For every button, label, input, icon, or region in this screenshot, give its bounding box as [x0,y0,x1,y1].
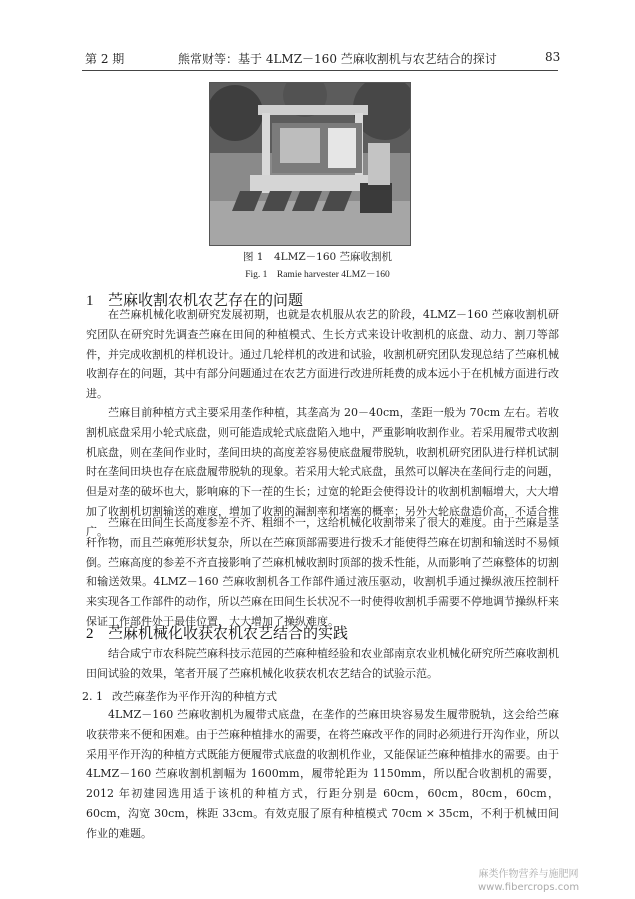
section-2-paragraph-1: 结合咸宁市农科院苎麻科技示范园的苎麻种植经验和农业部南京农业机械化研究所苎麻收割机田间试验的效果，笔者开展了苎麻机械化收获农机农艺结合的试验示范。 [86,647,559,680]
figure-caption-en: Fig. 1 Ramie harvester 4LMZ－160 [245,270,390,280]
subsection-2-1-heading [82,688,277,704]
section-1-paragraph-3: 苎麻在田间生长高度参差不齐、粗细不一，这给机械化收割带来了很大的难度。由于苎麻是茎秆作物，而且苎麻蔸形状复杂，所以在苎麻顶部需要进行拨禾才能使得苎麻在切割和输送时不易倾倒。苎麻高度的参差不齐直接影响了苎麻机械收割时顶部的拨禾性能，从而影响了苎麻整体的切割和输送效果。4LMZ－160 苎麻收割机各工作部件通过液压驱动，收割机手通过操纵液压控制杆来实现各工作部件的动作，所以苎麻在田间生长状况不一时使得收割机手需要不停地调节操纵杆来保证工作部件处于最佳位置，大大增加了操纵难度。 [86,516,559,628]
section-2-heading [86,622,348,643]
watermark-line-2: www.fibercrops.com [478,882,580,893]
subsection-2-1-title: 改苎麻垄作为平作开沟的种植方式 [112,690,277,703]
running-title: 熊常财等：基于 4LMZ－160 苎麻收割机与农艺结合的探讨 [178,52,497,66]
section-1-paragraph-2: 苎麻目前种植方式主要采用垄作种植，其垄高为 20－40cm，垄距一般为 70cm 左右。若收割机底盘采用小轮式底盘，则可能造成轮式底盘陷入地中，严重影响收割作业。若采用履带式收割机底盘，则在垄间作业时，垄间田块的高度差容易使底盘履带脱轨，收割机研究团队进行样机试制时在垄间田块也存在底盘履带脱轨的现象。若采用大轮式底盘，虽然可以解决在垄间行走的问题，但是对垄的破坏也大，影响麻的下一茬的生长；过宽的轮距会使得设计的收割机割幅增大，大大增加了收割机切割输送的难度，增加了收割的漏割率和堵塞的概率；另外大轮底盘造价高，不适合推广。 [86,406,559,538]
figure-caption-cn: 图 1 4LMZ－160 苎麻收割机 [242,251,393,263]
section-1-paragraph-1: 在苎麻机械化收割研究发展初期，也就是农机服从农艺的阶段，4LMZ－160 苎麻收割机研究团队在研究时先调查苎麻在田间的种植模式、生长方式来设计收割机的底盘、动力、割刀等部件，并完成收割机的样机设计。通过几轮样机的改进和试验，收割机研究团队发现总结了苎麻机械收割存在的问题，其中有部分问题通过在农艺方面进行改进所耗费的成本远小于在机械方面进行改进。 [86,308,559,401]
header-rule [82,70,558,71]
harvester-photo [209,82,411,246]
harvester-illustration [210,83,410,245]
section-1-title: 苎麻收割农机农艺存在的问题 [108,291,304,309]
section-1-number: 1 [86,293,94,309]
page-number: 83 [545,50,561,64]
site-watermark [478,868,579,894]
section-2-title: 苎麻机械化收获农机农艺结合的实践 [108,624,349,642]
subsection-2-1-number: 2. 1 [82,690,103,703]
issue-number: 第 2 期 [85,52,125,66]
watermark-line-1: 麻类作物营养与施肥网 [478,869,579,880]
section-2-number: 2 [86,626,94,642]
subsection-2-1-paragraph-1: 4LMZ－160 苎麻收割机为履带式底盘，在垄作的苎麻田块容易发生履带脱轨，这会给苎麻收获带来不便和困难。由于苎麻种植排水的需要，在将苎麻改平作的同时必须进行开沟作业，所以采用平作开沟的种植方式既能方便履带式底盘的收割机作业，又能保证苎麻种植排水的需要。由于 4LMZ－160 苎麻收割机割幅为 1600mm，履带轮距为 1150mm，所以配合收割机的需要，2012 年初建园选用适于该机的种植方式，行距分别是 60cm，60cm，80cm，60cm，60cm，沟宽 30cm，株距 33cm。有效克服了原有种植模式 70cm × 35cm，不利于机械田间作业的难题。 [86,708,559,840]
